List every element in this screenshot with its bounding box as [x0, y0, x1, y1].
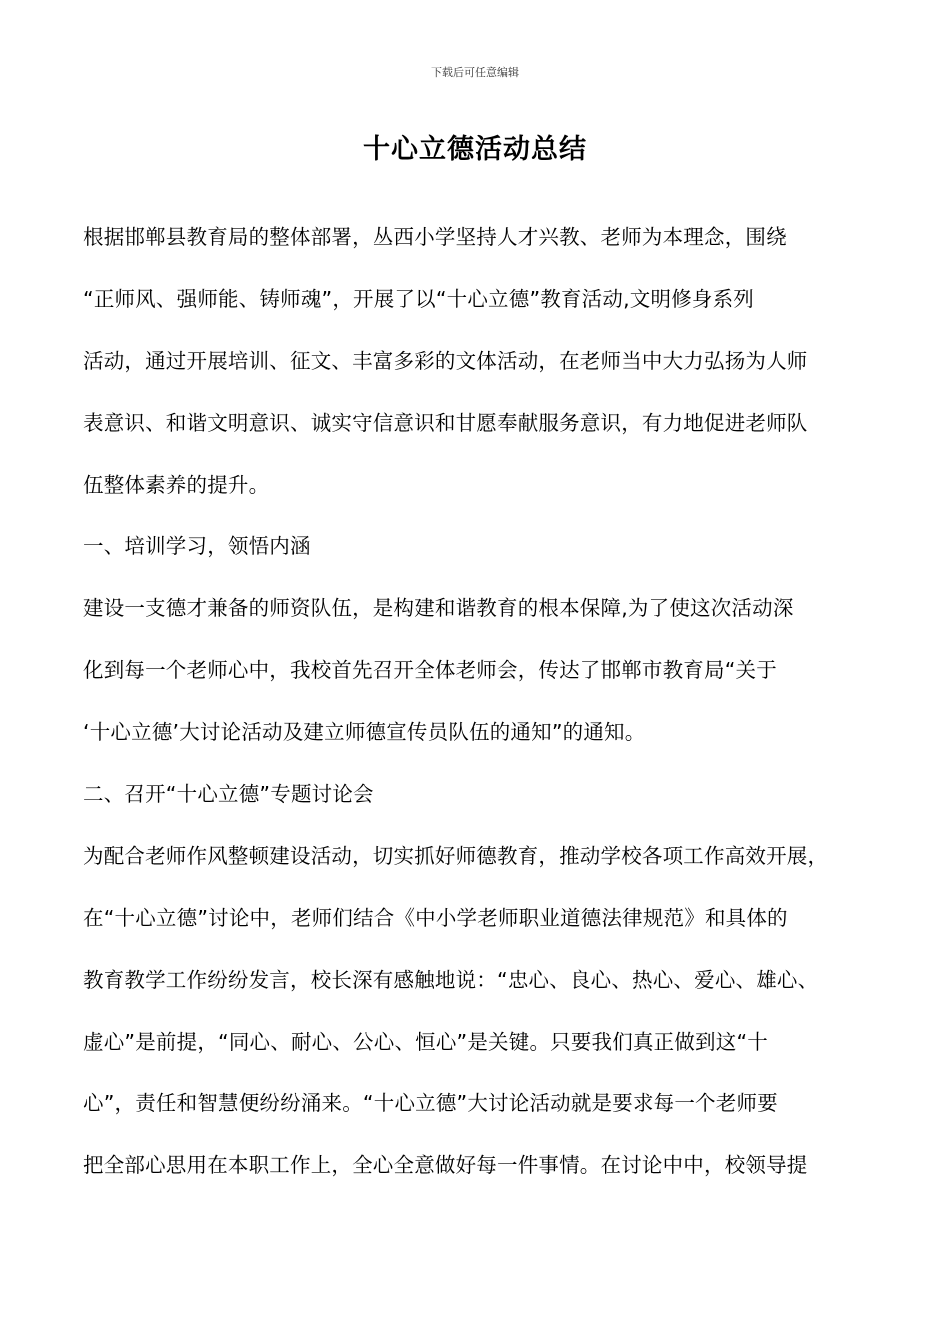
body-line: 把全部心思用在本职工作上，全心全意做好每一件事情。在讨论中中，校领导提 [83, 1153, 808, 1178]
body-line: 心”，责任和智慧便纷纷涌来。“十心立德”大讨论活动就是要求每一个老师要 [83, 1091, 778, 1116]
body-line: 伍整体素养的提升。 [83, 472, 270, 497]
section-heading: 一、培训学习，领悟内涵 [83, 534, 311, 559]
body-line: 活动，通过开展培训、征文、丰富多彩的文体活动，在老师当中大力弘扬为人师 [83, 348, 808, 373]
document-title: 十心立德活动总结 [363, 134, 587, 165]
body-line: 在“十心立德”讨论中，老师们结合《中小学老师职业道德法律规范》和具体的 [83, 905, 788, 930]
body-line: 为配合老师作风整顿建设活动，切实抓好师德教育，推动学校各项工作高效开展， [83, 843, 829, 868]
section-heading: 二、召开“十心立德”专题讨论会 [83, 782, 374, 807]
body-line: 根据邯郸县教育局的整体部署，丛西小学坚持人才兴教、老师为本理念，围绕 [83, 225, 787, 249]
document-body [83, 217, 883, 1207]
body-line: “正师风、强师能、铸师魂”，开展了以“十心立德”教育活动,文明修身系列 [83, 286, 754, 311]
body-line: 化到每一个老师心中，我校首先召开全体老师会，传达了邯郸市教育局“关于 [83, 658, 777, 683]
body-line: 表意识、和谐文明意识、诚实守信意识和甘愿奉献服务意识，有力地促进老师队 [83, 410, 808, 435]
page-header-note: 下载后可任意编辑 [431, 66, 519, 79]
body-line: 虚心”是前提，“同心、耐心、公心、恒心”是关键。只要我们真正做到这“十 [83, 1029, 768, 1054]
body-line: ‘十心立德’大讨论活动及建立师德宣传员队伍的通知”的通知。 [83, 720, 646, 745]
body-line: 教育教学工作纷纷发言，校长深有感触地说：“忠心、良心、热心、爱心、雄心、 [83, 967, 819, 992]
body-line: 建设一支德才兼备的师资队伍，是构建和谐教育的根本保障,为了使这次活动深 [83, 596, 794, 621]
